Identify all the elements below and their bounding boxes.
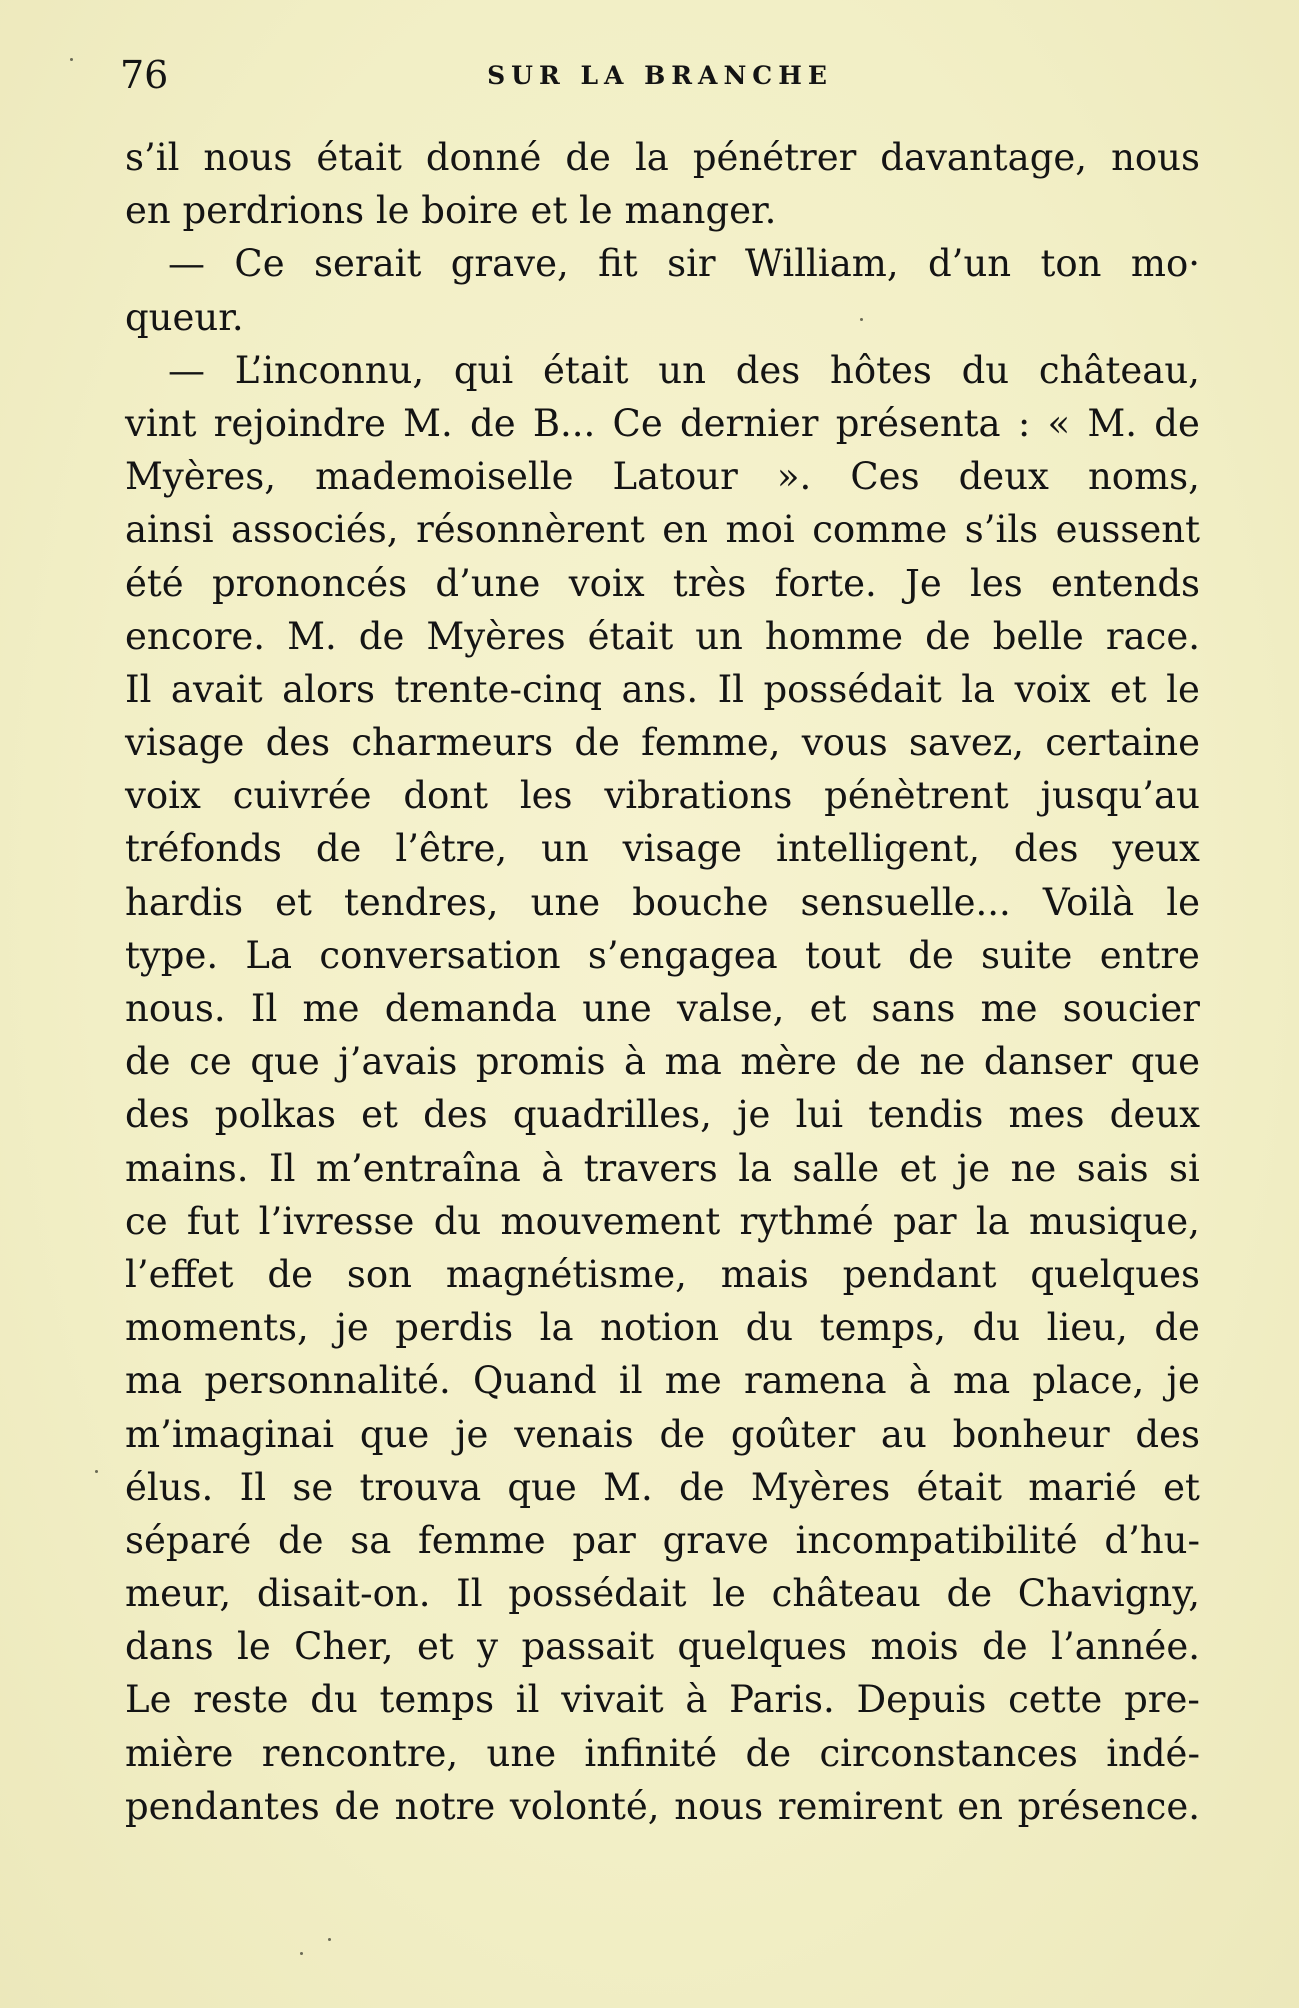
text-line: Myères, mademoiselle Latour ». Ces deux noms, (125, 455, 1200, 499)
text-line: mains. Il m’entraîna à travers la salle et je ne sais si (125, 1146, 1200, 1190)
text-line: encore. M. de Myères était un homme de belle race. (125, 614, 1200, 658)
text-line: Le reste du temps il vivait à Paris. Depuis cette pre- (125, 1678, 1200, 1722)
text-line: ce fut l’ivresse du mouvement rythmé par la musique, (125, 1199, 1200, 1243)
text-line: hardis et tendres, une bouche sensuelle... Voilà le (125, 880, 1200, 924)
text-line: tréfonds de l’être, un visage intelligent, des yeux (125, 827, 1200, 871)
text-line: visage des charmeurs de femme, vous savez, certaine (125, 721, 1200, 765)
text-line: type. La conversation s’engagea tout de suite entre (125, 933, 1200, 977)
paper-speck (300, 1952, 303, 1955)
text-line: meur, disait-on. Il possédait le château de Chavigny, (125, 1572, 1200, 1616)
text-line: — L’inconnu, qui était un des hôtes du château, (168, 348, 1200, 392)
text-line: des polkas et des quadrilles, je lui tendis mes deux (125, 1093, 1200, 1137)
page-header (120, 50, 1200, 100)
text-line: moments, je perdis la notion du temps, du lieu, de (125, 1306, 1200, 1350)
text-line: mière rencontre, une infinité de circonstances indé- (125, 1731, 1200, 1775)
text-line: été prononcés d’une voix très forte. Je les entends (125, 561, 1200, 605)
text-line: dans le Cher, et y passait quelques mois de l’année. (125, 1625, 1200, 1669)
text-line: s’il nous était donné de la pénétrer davantage, nous (125, 136, 1200, 179)
paper-speck (70, 58, 73, 61)
text-line: en perdrions le boire et le manger. (125, 189, 777, 233)
text-line: nous. Il me demanda une valse, et sans me soucier (125, 987, 1200, 1030)
text-line: élus. Il se trouva que M. de Myères était marié et (125, 1465, 1200, 1509)
body-text (125, 131, 1200, 1833)
paper-speck (95, 1470, 98, 1473)
running-head: SUR LA BRANCHE (487, 61, 833, 90)
text-line: — Ce serait grave, fit sir William, d’un ton mo· (168, 242, 1200, 286)
paper-speck (328, 1938, 331, 1941)
text-line: de ce que j’avais promis à ma mère de ne danser que (125, 1040, 1200, 1084)
text-line: Il avait alors trente-cinq ans. Il possédait la voix et le (125, 667, 1200, 711)
text-line: queur. (125, 295, 244, 339)
text-line: ma personnalité. Quand il me ramena à ma place, je (125, 1359, 1200, 1403)
text-line: séparé de sa femme par grave incompatibilité d’hu- (125, 1518, 1200, 1562)
text-line: ainsi associés, résonnèrent en moi comme s’ils eussent (125, 508, 1200, 552)
text-line: l’effet de son magnétisme, mais pendant quelques (125, 1252, 1200, 1296)
text-line: pendantes de notre volonté, nous remirent en présence. (125, 1784, 1200, 1828)
paper-speck (860, 318, 863, 321)
text-line: m’imaginai que je venais de goûter au bonheur des (125, 1412, 1200, 1456)
page-number: 76 (120, 53, 169, 97)
text-line: voix cuivrée dont les vibrations pénètrent jusqu’au (125, 774, 1200, 818)
text-line: vint rejoindre M. de B... Ce dernier présenta : « M. de (125, 401, 1200, 445)
